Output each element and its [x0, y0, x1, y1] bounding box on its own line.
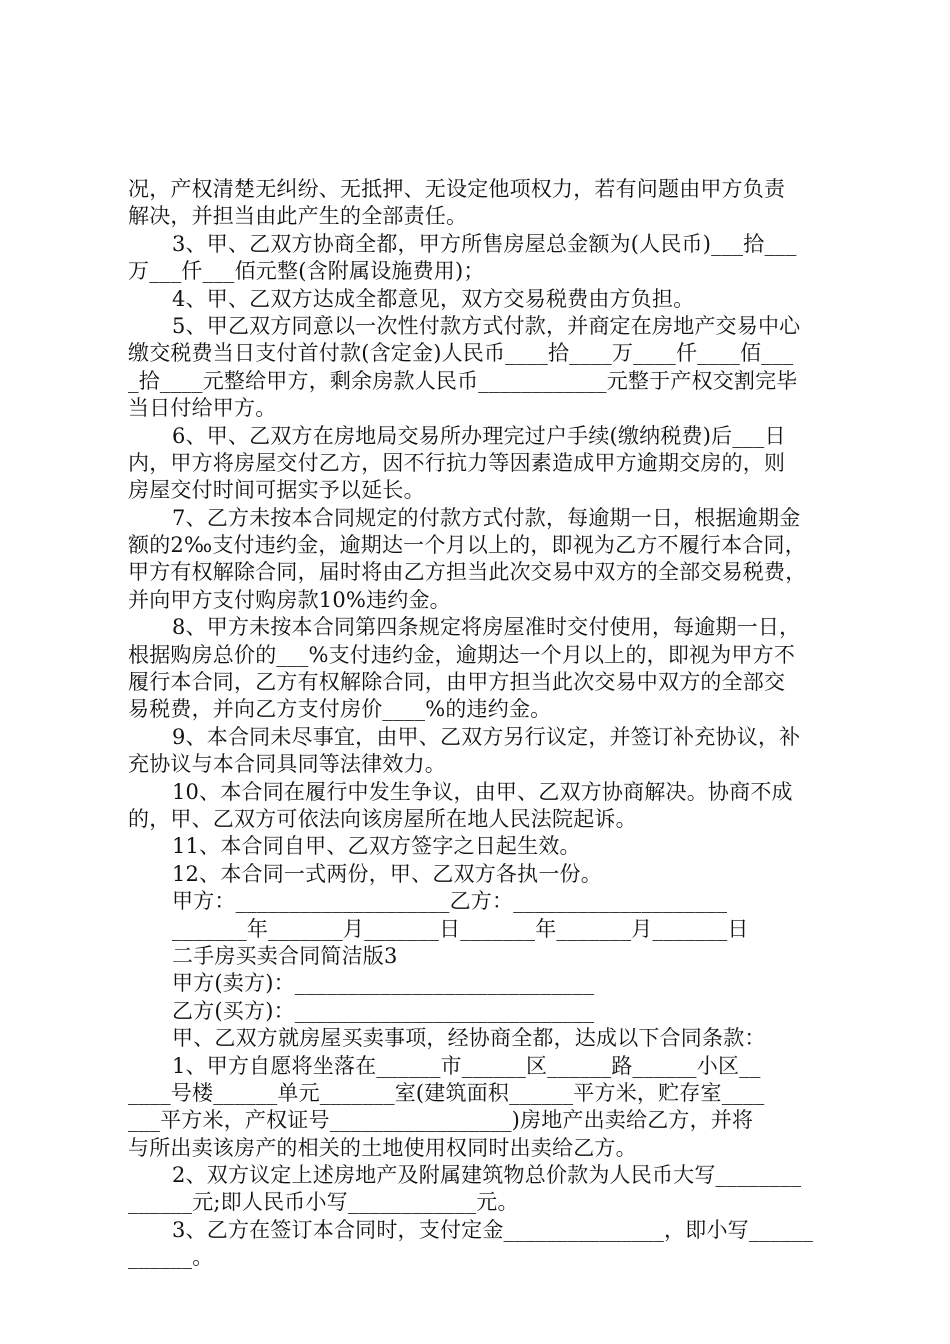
- text-line: ______。: [128, 1245, 214, 1270]
- text-line: 根据购房总价的___%支付违约金，逾期达一个月以上的，即视为甲方不: [128, 642, 796, 667]
- text-line: 万___仟___佰元整(含附属设施费用)；: [128, 259, 485, 284]
- text-line: 2、双方议定上述房地产及附属建筑物总价款为人民币大写________: [172, 1163, 802, 1188]
- text-line: 11、本合同自甲、乙双方签字之日起生效。: [172, 834, 581, 859]
- text-line: 8、甲方未按本合同第四条规定将房屋准时交付使用，每逾期一日，: [172, 615, 801, 640]
- text-line: 7、乙方未按本合同规定的付款方式付款，每逾期一日，根据逾期金: [172, 505, 801, 530]
- text-line: 缴交税费当日支付首付款(含定金)人民币____拾____万____仟____佰___: [128, 341, 794, 366]
- text-line: 甲、乙双方就房屋买卖事项，经协商全都，达成以下合同条款：: [172, 1026, 766, 1051]
- text-line: 况，产权清楚无纠纷、无抵押、无设定他项权力，若有问题由甲方负责: [128, 177, 786, 201]
- text-line: 并向甲方支付购房款10%违约金。: [128, 587, 451, 612]
- text-line: 履行本合同，乙方有权解除合同，由甲方担当此次交易中双方的全部交: [128, 670, 786, 695]
- text-line: 与所出卖该房产的相关的土地使用权同时出卖给乙方。: [128, 1135, 637, 1160]
- text-line: 5、甲乙双方同意以一次性付款方式付款，并商定在房地产交易中心: [172, 313, 801, 338]
- text-line: 3、甲、乙双方协商全都，甲方所售房屋总金额为(人民币)___拾___: [172, 231, 797, 256]
- text-line: _______年_______月_______日_______年_______月_______日: [172, 916, 749, 941]
- text-line: ______元;即人民币小写____________元。: [128, 1190, 519, 1215]
- text-line: _拾____元整给甲方，剩余房款人民币____________元整于产权交割完毕: [128, 368, 798, 393]
- text-line: 甲方(卖方)：____________________________: [172, 971, 595, 996]
- text-line: 的，甲、乙双方可依法向该房屋所在地人民法院起诉。: [128, 806, 637, 831]
- text-line: 解决，并担当由此产生的全部责任。: [128, 204, 468, 229]
- text-line: 充协议与本合同具同等法律效力。: [128, 752, 446, 777]
- text-line: 甲方有权解除合同，届时将由乙方担当此次交易中双方的全部交易税费，: [128, 560, 807, 585]
- text-line: 10、本合同在履行中发生争议，由甲、乙双方协商解决。协商不成: [172, 779, 793, 804]
- text-line: 房屋交付时间可据实予以延长。: [128, 478, 425, 503]
- text-line: ____号楼______单元_______室(建筑面积______平方米，贮存室____: [128, 1080, 765, 1105]
- text-line: 乙方(买方)：____________________________: [172, 998, 595, 1023]
- text-line: 4、甲、乙双方达成全都意见，双方交易税费由方负担。: [172, 286, 695, 311]
- text-line: 9、本合同未尽事宜，由甲、乙双方另行议定，并签订补充协议，补: [172, 724, 801, 749]
- text-line: 当日付给甲方。: [128, 396, 277, 421]
- text-line: 1、甲方自愿将坐落在______市______区______路______小区__: [172, 1053, 761, 1078]
- text-line: 6、甲、乙双方在房地局交易所办理完过户手续(缴纳税费)后___日: [172, 423, 786, 448]
- text-line: 二手房买卖合同简洁版3: [172, 943, 398, 968]
- text-line: 内，甲方将房屋交付乙方，因不行抗力等因素造成甲方逾期交房的，则: [128, 450, 786, 475]
- text-line: ___平方米，产权证号_________________)房地产出卖给乙方，并将: [128, 1108, 754, 1133]
- document-body: [128, 176, 834, 1272]
- text-line: 额的2‰支付违约金，逾期达一个月以上的，即视为乙方不履行本合同，: [128, 533, 806, 558]
- text-line: 12、本合同一式两份，甲、乙双方各执一份。: [172, 861, 602, 886]
- text-line: 3、乙方在签订本合同时，支付定金_______________，即小写______: [172, 1217, 814, 1242]
- text-line: 甲方：____________________乙方：____________________: [172, 889, 728, 914]
- text-line: 易税费，并向乙方支付房价____%的违约金。: [128, 697, 552, 722]
